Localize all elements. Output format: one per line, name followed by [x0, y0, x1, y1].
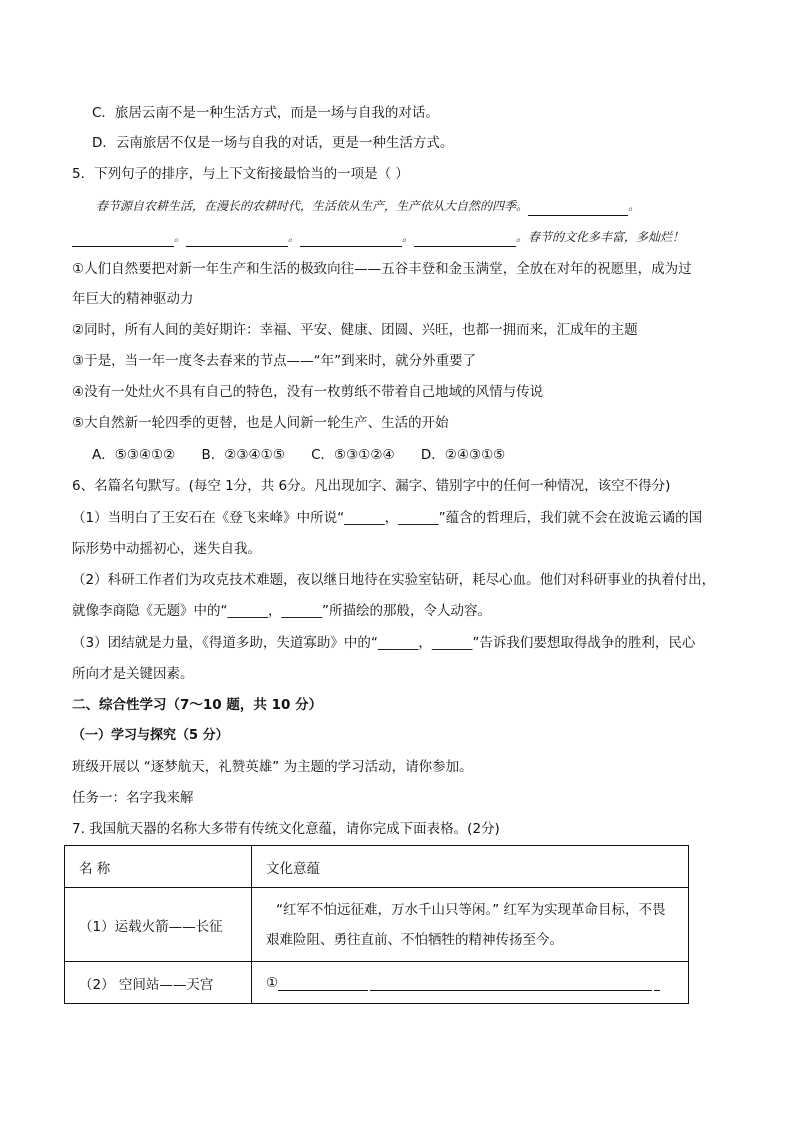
q6-item3-line1: （3）团结就是力量，《得道多助，失道寡助》中的“______，______”告诉我们要想取得战争的胜利，民心: [72, 635, 696, 651]
q6-item1-line2: 际形势中动摇初心，迷失自我。: [72, 541, 261, 557]
q5-sentence-4: ④没有一处灶火不具有自己的特色，没有一枚剪纸不带着自己地域的风情与传说: [72, 384, 544, 400]
row1-meaning-cell: [252, 888, 689, 962]
section2-title: 二、综合性学习（7～10 题，共 10 分）: [72, 697, 323, 713]
q6-item3-line2: 所向才是关键因素。: [72, 666, 194, 682]
q5-sep: 。: [288, 230, 301, 244]
q6-item2-line2: 就像李商隐《无题》中的“______，______”所描绘的那般，令人动容。: [72, 603, 491, 619]
q5-sentence-1-line1: ①人们自然要把对新一年生产和生活的极致向往——五谷丰登和金玉满堂，全放在对年的祝愿里，成为过: [72, 261, 692, 277]
answer-blank-end: [654, 976, 660, 991]
q6-item2-line1: （2）科研工作者们为攻克技术难题，夜以继日地待在实验室钻研，耗尽心血。他们对科研事业的执着付出，: [72, 572, 716, 588]
q5-blank: [72, 232, 174, 247]
q4-option-c: C．旅居云南不是一种生活方式，而是一场与自我的对话。: [92, 105, 439, 121]
q5-option-c[interactable]: C．⑤③①②④: [311, 447, 395, 463]
q5-blank: [528, 201, 628, 216]
culture-table: [64, 845, 689, 1004]
q5-sentence-1-line2: 年巨大的精神驱动力: [72, 291, 194, 307]
q5-option-b[interactable]: B．②③④①⑤: [201, 447, 285, 463]
header-name: 名 称: [65, 846, 252, 888]
answer-blank[interactable]: [278, 976, 368, 991]
q5-outro-text: 。春节的文化多丰富，多灿烂！: [516, 230, 685, 244]
q5-option-d[interactable]: D．②④③①⑤: [420, 447, 506, 463]
table-header-row: [65, 846, 689, 888]
q7-stem: 7. 我国航天器的名称大多带有传统文化意蕴，请你完成下面表格。(2分): [72, 821, 500, 837]
row1-meaning: “红军不怕远征难，万水千山只等闲。” 红军为实现革命目标，不畏艰难险阻、勇往直前、不怕牺牲的精神传扬至今。: [266, 901, 666, 948]
q5-options: [92, 445, 527, 465]
q5-context-intro: [96, 196, 640, 216]
table-row: [65, 888, 689, 962]
q5-context-outro: [72, 227, 684, 247]
q5-blank: [414, 232, 516, 247]
row2-name: （2） 空间站——天宫: [65, 962, 252, 1004]
answer-blank[interactable]: [370, 976, 652, 991]
q5-sentence-2: ②同时，所有人间的美好期许：幸福、平安、健康、团圆、兴旺，也都一拥而来，汇成年的主题: [72, 322, 638, 338]
row2-answer-line[interactable]: [266, 975, 674, 991]
q5-sentence-3: ③于是，当一年一度冬去春来的节点——“年”到来时，就分外重要了: [72, 353, 477, 369]
row2-marker: ①: [266, 974, 279, 991]
q5-intro-text: 春节源自农耕生活，在漫长的农耕时代，生活依从生产，生产依从大自然的四季。: [96, 199, 529, 213]
q5-sep: 。: [628, 199, 641, 213]
header-meaning: 文化意蕴: [252, 846, 689, 888]
section2-subtitle: （一）学习与探究（5 分）: [72, 728, 229, 743]
q6-stem: 6、名篇名句默写。(每空 1分，共 6分。凡出现加字、漏字、错别字中的任何一种情况，该空不得分): [72, 478, 671, 494]
q5-sep: 。: [174, 230, 187, 244]
row1-name: （1）运载火箭——长征: [65, 888, 252, 962]
q6-item1-line1: （1）当明白了王安石在《登飞来峰》中所说“______，______”蕴含的哲理后，我们就不会在波诡云谲的国: [72, 510, 703, 526]
task1-title: 任务一：名字我来解: [72, 790, 194, 806]
q5-option-a[interactable]: A．⑤③④①②: [92, 447, 176, 463]
q5-sentence-5: ⑤大自然新一轮四季的更替，也是人间新一轮生产、生活的开始: [72, 415, 449, 431]
row2-meaning-cell: [252, 962, 689, 1004]
table-row: [65, 962, 689, 1004]
q5-sep: 。: [402, 230, 415, 244]
q5-blank: [186, 232, 288, 247]
section2-intro: 班级开展以 “逐梦航天，礼赞英雄” 为主题的学习活动，请你参加。: [72, 759, 473, 775]
q5-blank: [300, 232, 402, 247]
q4-option-d: D．云南旅居不仅是一场与自我的对话，更是一种生活方式。: [92, 135, 454, 151]
q5-stem: 5．下列句子的排序，与上下文衔接最恰当的一项是（ ）: [72, 166, 409, 182]
